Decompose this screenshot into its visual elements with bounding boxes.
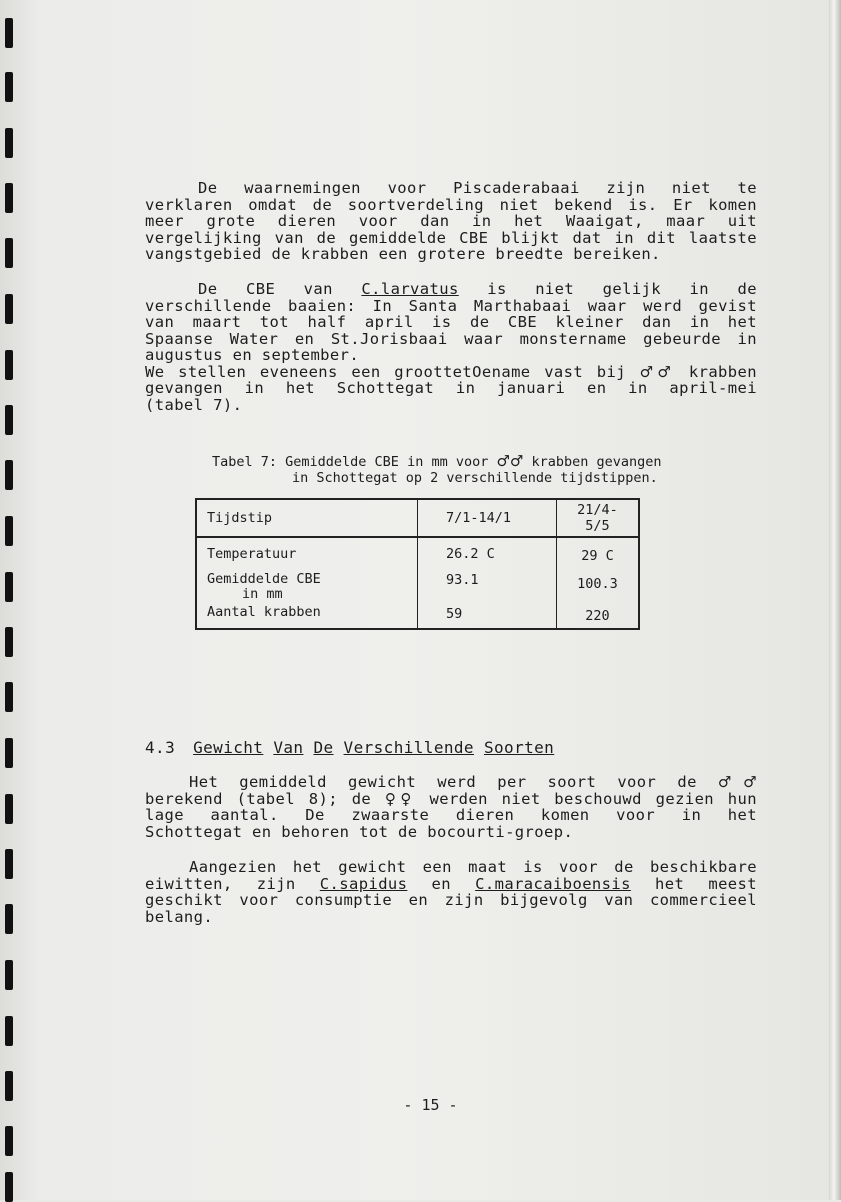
binding-hole [5, 572, 13, 602]
binding-hole [5, 238, 13, 268]
text-fragment: Tabel 7: Gemiddelde CBE in mm voor [212, 454, 497, 470]
text-line: lage aantal. De zwaarste dieren komen voor in het [145, 806, 757, 824]
text-line: augustus en september. [145, 346, 360, 364]
text-fragment: Het gemiddeld gewicht werd per soort voor de [189, 773, 718, 791]
binding-hole [5, 128, 13, 158]
text-fragment: krabben gevangen [523, 454, 662, 470]
cell-value: 100.3 [577, 576, 618, 592]
row-label: Aantal krabben [196, 604, 418, 629]
binding-hole [5, 738, 13, 768]
table-row [196, 572, 639, 604]
species-name: C.larvatus [361, 280, 459, 298]
text-line [145, 281, 757, 298]
text-line: Aangezien het gewicht een maat is voor de beschikbare [189, 858, 757, 876]
row-label-line: in mm [242, 586, 283, 602]
text-line: vangstgebied de krabben een grotere breedte bereiken. [145, 245, 661, 263]
heading-word: Soorten [483, 738, 555, 757]
paragraph-eiwitten [145, 859, 757, 925]
male-symbol-icon: ♂♂ [639, 362, 676, 381]
page-edge [829, 0, 841, 1200]
binding-hole [5, 627, 13, 657]
caption-line: in Schottegat op 2 verschillende tijdstippen. [292, 470, 658, 486]
text-fragment: We stellen eveneens een groottetOename vast bij [145, 362, 640, 381]
text-line [145, 364, 757, 381]
binding-hole [5, 460, 13, 490]
binding-hole [5, 904, 13, 934]
heading-word: Gewicht [193, 738, 264, 757]
text-fragment: het meest [630, 874, 757, 893]
caption-line [212, 453, 692, 470]
section-heading [145, 738, 564, 757]
binding-hole [5, 1126, 13, 1156]
male-symbol-icon: ♂♂ [496, 452, 524, 470]
text-fragment: is niet gelijk in de [458, 280, 757, 298]
binding-hole [5, 350, 13, 380]
female-symbol-icon: ♀♀ [384, 789, 416, 808]
cell-value: 26.2 C [418, 537, 557, 572]
heading-word: Verschillende [343, 738, 474, 757]
binding-hole [5, 183, 13, 213]
binding-hole [5, 794, 13, 824]
section-number: 4.3 [145, 738, 176, 757]
binding-hole [5, 1016, 13, 1046]
page-number: - 15 - [403, 1096, 458, 1114]
text-line: vergelijking van de gemiddelde CBE blijkt dat in dit laatste [145, 228, 757, 247]
text-fragment: eiwitten, zijn [145, 874, 320, 893]
text-line: van maart tot half april is de CBE kleiner dan in het [145, 313, 757, 331]
species-name: C.maracaiboensis [475, 874, 631, 893]
binding-hole [5, 849, 13, 879]
cell-value: 29 C [581, 548, 614, 564]
row-label [196, 572, 418, 604]
male-symbol-icon: ♂♂ [717, 773, 757, 791]
heading-word: De [313, 738, 334, 757]
binding-hole [5, 682, 13, 712]
cell-value: 59 [418, 604, 557, 629]
text-line: geschikt voor consumptie en zijn bijgevolg van commercieel [145, 891, 757, 909]
text-line: Schottegat en behoren tot de bocourti-groep. [145, 822, 574, 841]
row-label-line: Gemiddelde CBE [207, 571, 321, 587]
text-line: Spaanse Water en St.Jorisbaai waar monstername gebeurde in [145, 329, 757, 348]
paragraph-cbe-larvatus [145, 281, 757, 413]
text-line: belang. [145, 907, 214, 926]
table-row [196, 604, 639, 629]
binding-hole [5, 18, 13, 48]
data-table [195, 498, 640, 630]
text-line [145, 876, 757, 893]
header-cell: 7/1-14/1 [418, 499, 557, 537]
binding-hole [5, 516, 13, 546]
cell-value: 220 [585, 608, 610, 624]
text-line: verklaren omdat de soortverdeling niet bekend is. Er komen [145, 195, 757, 214]
heading-word: Van [273, 738, 304, 757]
binding-hole [5, 294, 13, 324]
table-row [196, 537, 639, 572]
paragraph-gewicht [145, 774, 757, 840]
binding-hole [5, 1172, 13, 1202]
text-fragment: en [407, 874, 476, 893]
text-line: meer grote dieren voor dan in het Waaigat, maar uit [145, 212, 757, 230]
table-caption [212, 453, 692, 486]
text-line: verschillende baaien: In Santa Marthabaai waar werd gevist [145, 296, 757, 315]
text-line: gevangen in het Schottegat in januari en in april-mei [145, 379, 757, 397]
text-line [145, 774, 757, 791]
paragraph-piscaderabaai [145, 180, 757, 263]
header-cell: Tijdstip [196, 499, 418, 537]
text-fragment: De CBE van [198, 280, 362, 298]
binding-hole [5, 405, 13, 435]
binding-hole [5, 72, 13, 102]
spiral-binding [3, 0, 15, 1200]
binding-hole [5, 960, 13, 990]
text-line [145, 791, 757, 808]
text-fragment: krabben [675, 362, 757, 381]
text-fragment: werden niet beschouwd gezien hun [415, 789, 757, 808]
text-line: De waarnemingen voor Piscaderabaai zijn niet te [198, 179, 757, 197]
header-cell: 21/4-5/5 [557, 499, 640, 537]
table-header-row [196, 499, 639, 537]
text-fragment: berekend (tabel 8); de [145, 789, 385, 808]
row-label: Temperatuur [196, 537, 418, 572]
cell-value: 93.1 [418, 572, 557, 604]
text-line: (tabel 7). [145, 395, 243, 414]
species-name: C.sapidus [319, 874, 408, 893]
